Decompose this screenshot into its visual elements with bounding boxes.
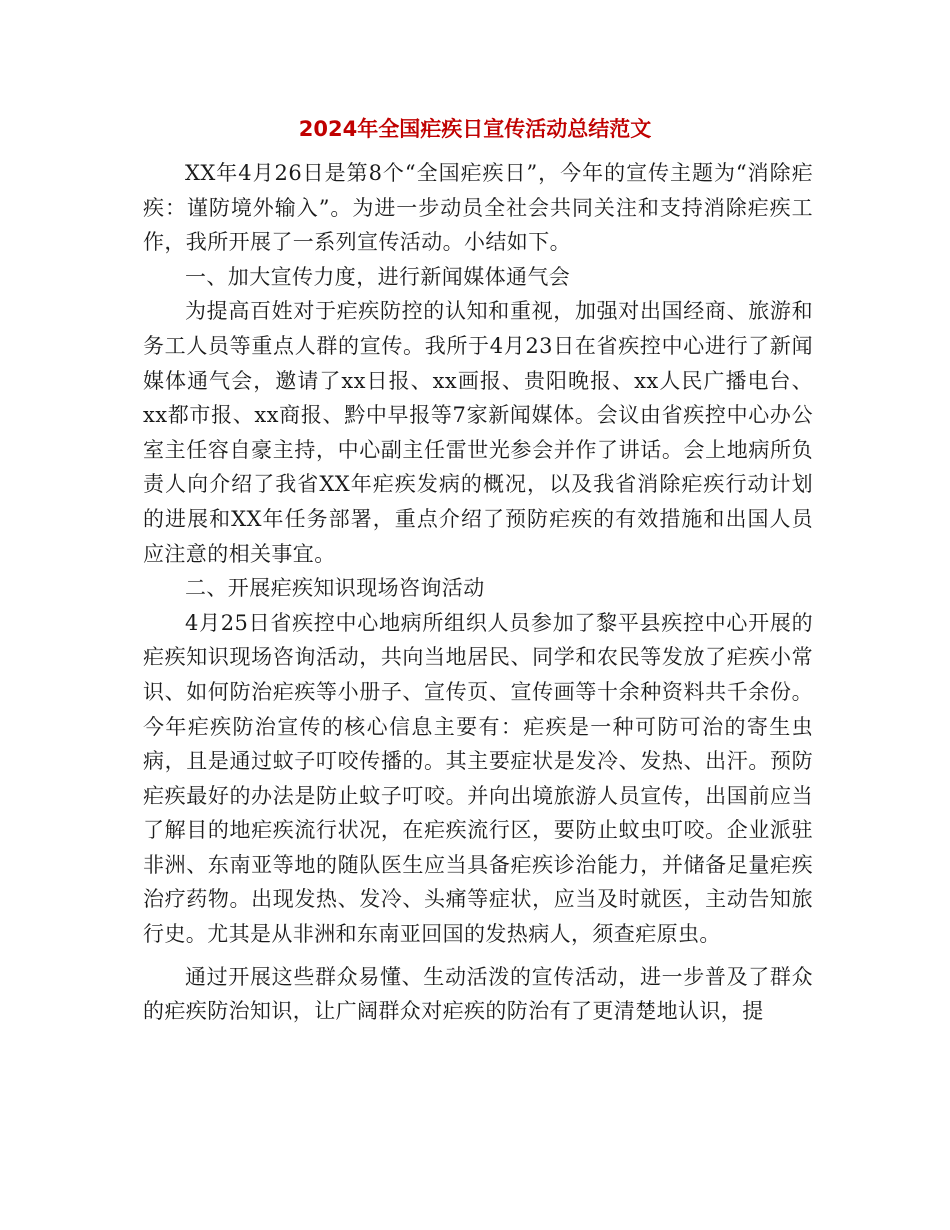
document-title: 2024年全国疟疾日宣传活动总结范文 (298, 117, 652, 141)
paragraph-conclusion: 通过开展这些群众易懂、生动活泼的宣传活动，进一步普及了群众的疟疾防治知识，让广阔群众对疟疾的防治有了更清楚地认识，提 (143, 964, 813, 1024)
paragraph-consultation: 4月25日省疾控中心地病所组织人员参加了黎平县疾控中心开展的疟疾知识现场咨询活动，共向当地居民、同学和农民等发放了疟疾小常识、如何防治疟疾等小册子、宣传页、宣传画等十余种资料共千余份。今年疟疾防治宣传的核心信息主要有：疟疾是一种可防可治的寄生虫病，且是通过蚊子叮咬传播的。其主要症状是发冷、发热、出汗。预防疟疾最好的办法是防止蚊子叮咬。并向出境旅游人员宣传，出国前应当了解目的地疟疾流行状况，在疟疾流行区，要防止蚊虫叮咬。企业派驻非洲、东南亚等地的随队医生应当具备疟疾诊治能力，并储备足量疟疾治疗药物。出现发热、发冷、头痛等症状，应当及时就医，主动告知旅行史。尤其是从非洲和东南亚回国的发热病人，须查疟原虫。 (143, 610, 813, 947)
section-heading-2: 二、开展疟疾知识现场咨询活动 (185, 576, 485, 601)
paragraph-intro: XX年4月26日是第8个“全国疟疾日”，今年的宣传主题为“消除疟疾：谨防境外输入”。为进一步动员全社会共同关注和支持消除疟疾工作，我所开展了一系列宣传活动。小结如下。 (143, 161, 813, 255)
section-heading-1: 一、加大宣传力度，进行新闻媒体通气会 (185, 264, 571, 289)
document-body (143, 156, 813, 1029)
paragraph-media-briefing: 为提高百姓对于疟疾防控的认知和重视，加强对出国经商、旅游和务工人员等重点人群的宣传。我所于4月23日在省疾控中心进行了新闻媒体通气会，邀请了xx日报、xx画报、贵阳晚报、xx人民广播电台、xx都市报、xx商报、黔中早报等7家新闻媒体。会议由省疾控中心办公室主任容自豪主持，中心副主任雷世光参会并作了讲话。会上地病所负责人向介绍了我省XX年疟疾发病的概况，以及我省消除疟疾行动计划的进展和XX年任务部署，重点介绍了预防疟疾的有效措施和出国人员应注意的相关事宜。 (143, 299, 813, 566)
